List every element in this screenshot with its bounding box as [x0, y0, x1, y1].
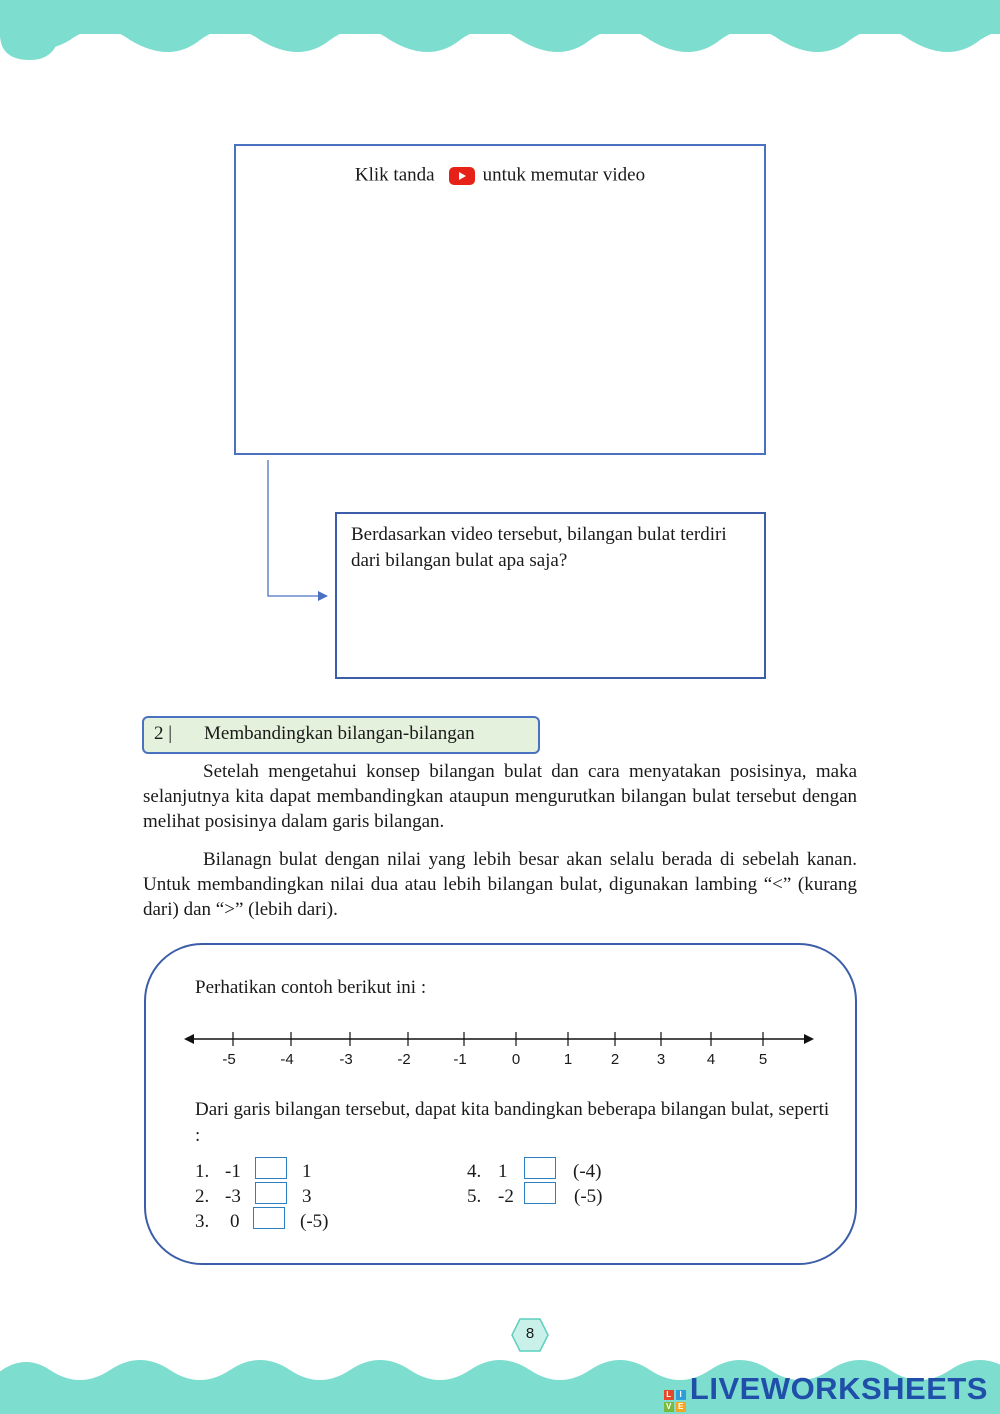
- top-wave-decoration: [0, 0, 1000, 62]
- youtube-play-icon[interactable]: [449, 167, 475, 185]
- item-number: 3.: [195, 1211, 210, 1232]
- answer-box-2[interactable]: [255, 1182, 287, 1204]
- number-line-label: 4: [706, 1051, 716, 1068]
- section-number: 2 |: [154, 723, 173, 744]
- number-line-label: -1: [453, 1051, 467, 1068]
- item-number: 1.: [195, 1161, 210, 1182]
- example-intro: Dari garis bilangan tersebut, dapat kita bandingkan beberapa bilangan bulat, seperti :: [195, 1099, 830, 1146]
- paragraph-2: Bilanagn bulat dengan nilai yang lebih besar akan selalu berada di sebelah kanan. Untuk membandingkan nilai dua atau lebih bilangan bulat, digunakan lambing “<” (kurang dari) dan “>” (lebih dari).: [143, 849, 857, 920]
- number-line-label: 0: [511, 1051, 521, 1068]
- brand-mark-letter: V: [664, 1402, 674, 1412]
- section-header: [142, 716, 540, 754]
- answer-box-3[interactable]: [253, 1207, 285, 1229]
- number-line-label: -2: [397, 1051, 411, 1068]
- item-left-value: -3: [225, 1186, 241, 1207]
- number-line-label: 3: [656, 1051, 666, 1068]
- number-line-label: -4: [280, 1051, 294, 1068]
- question-box[interactable]: [335, 512, 766, 679]
- item-right-value: 3: [302, 1186, 312, 1207]
- item-left-value: -1: [225, 1161, 241, 1182]
- brand-name: LIVEWORKSHEETS: [689, 1371, 988, 1406]
- page-number: 8: [525, 1325, 535, 1342]
- video-instruction-before: Klik tanda: [354, 164, 435, 186]
- question-text: Berdasarkan video tersebut, bilangan bulat terdiri dari bilangan bulat apa saja?: [351, 524, 727, 571]
- section-title: Membandingkan bilangan-bilangan: [204, 723, 475, 744]
- number-line-label: -3: [339, 1051, 353, 1068]
- video-instruction: [236, 164, 764, 187]
- number-line-label: 2: [610, 1051, 620, 1068]
- item-number: 5.: [467, 1186, 482, 1207]
- item-number: 2.: [195, 1186, 210, 1207]
- item-right-value: (-4): [573, 1161, 602, 1182]
- number-line-label: -5: [222, 1051, 236, 1068]
- item-left-value: 0: [230, 1211, 240, 1232]
- connector-arrow: [260, 458, 335, 608]
- liveworksheets-mark-icon: [664, 1390, 686, 1412]
- brand-mark-letter: E: [676, 1402, 686, 1412]
- answer-box-4[interactable]: [524, 1157, 556, 1179]
- item-right-value: (-5): [300, 1211, 329, 1232]
- liveworksheets-logo[interactable]: [664, 1371, 988, 1412]
- item-number: 4.: [467, 1161, 482, 1182]
- video-instruction-after: untuk memutar video: [482, 164, 646, 186]
- number-line-label: 1: [563, 1051, 573, 1068]
- item-right-value: 1: [302, 1161, 312, 1182]
- number-line-labels: [180, 1051, 820, 1073]
- example-heading: Perhatikan contoh berikut ini :: [195, 977, 427, 998]
- paragraph-1: Setelah mengetahui konsep bilangan bulat dan cara menyatakan posisinya, maka selanjutnya kita dapat membandingkan ataupun mengurutkan bilangan bulat tersebut dengan melihat posisinya dalam garis bilangan.: [143, 761, 857, 832]
- video-box[interactable]: [234, 144, 766, 455]
- item-left-value: -2: [498, 1186, 514, 1207]
- brand-mark-letter: I: [676, 1390, 686, 1400]
- brand-mark-letter: L: [664, 1390, 674, 1400]
- item-right-value: (-5): [574, 1186, 603, 1207]
- answer-box-5[interactable]: [524, 1182, 556, 1204]
- number-line-label: 5: [758, 1051, 768, 1068]
- answer-box-1[interactable]: [255, 1157, 287, 1179]
- item-left-value: 1: [498, 1161, 508, 1182]
